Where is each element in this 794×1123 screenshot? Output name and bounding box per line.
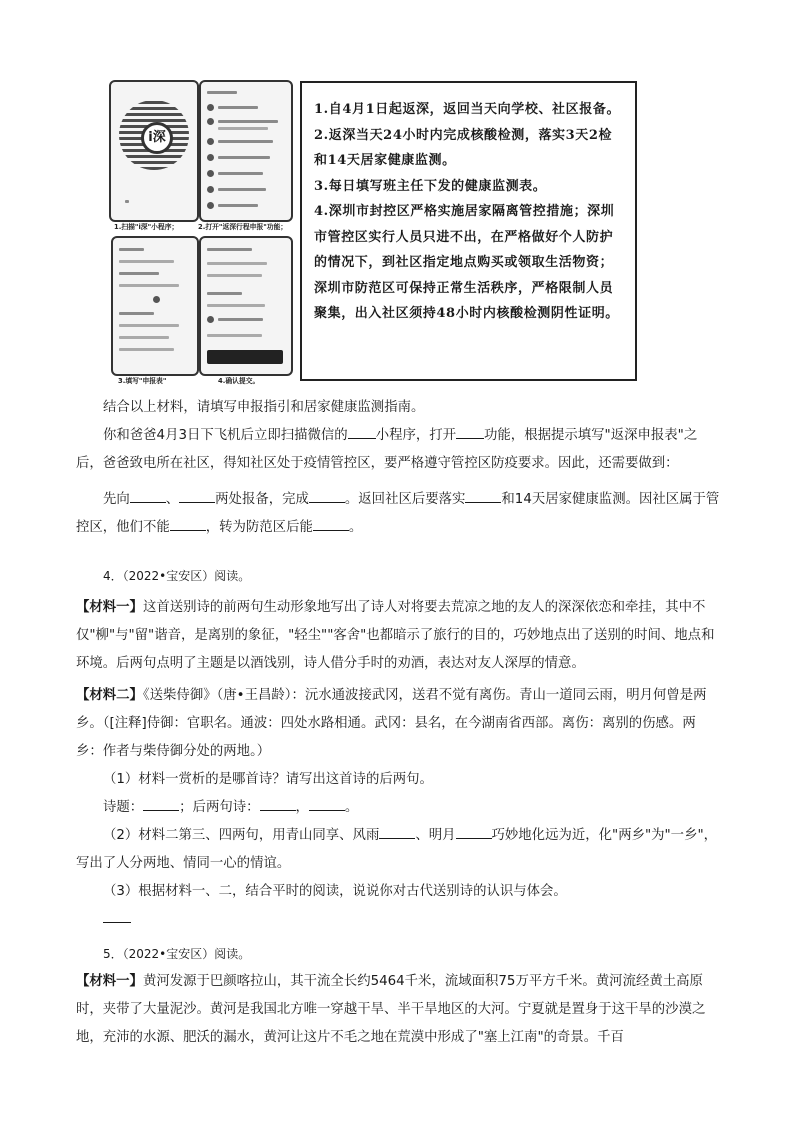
q4-heading: 4．（2022•宝安区）阅读。 — [103, 569, 251, 583]
notice-item-4: 4.深圳市封控区严格实施居家隔离管控措施；深圳市管控区实行人员只进不出，在严格做好个人防护的情况下，到社区指定地点购买或领取生活物资；深圳市防范区可保持正常生活秩序，严格限制人员聚集，出入社区须持48小时内核酸检测阴性证明。 — [314, 204, 619, 321]
answer-blank[interactable] — [103, 908, 131, 923]
answer-blank[interactable] — [130, 488, 166, 503]
q4-section — [76, 562, 720, 934]
q5-section — [76, 940, 720, 1052]
screenshot-fill-form — [111, 236, 199, 376]
notice-item-2: 2.返深当天24小时内完成核酸检测，落实3天2检和14天居家健康监测。 — [314, 127, 613, 168]
caption-step-3: 3.填写"申报表" — [118, 376, 167, 385]
q3-section — [76, 394, 720, 542]
answer-blank[interactable] — [465, 488, 501, 503]
submit-bar — [207, 350, 283, 364]
q4-subquestion-1-answer: 诗题： ；后两句诗： ， 。 — [76, 794, 720, 822]
screenshot-open-declaration — [199, 80, 293, 222]
screen-decoration — [125, 200, 129, 203]
answer-blank[interactable] — [309, 488, 345, 503]
notice-item-3: 3.每日填写班主任下发的健康监测表。 — [314, 178, 547, 194]
q3-paragraph-1: 你和爸爸4月3日下飞机后立即扫描微信的 小程序，打开 功能，根据提示填写"返深申报表"之后，爸爸致电所在社区，得知社区处于疫情管控区，要严格遵守管控区防疫要求。因此，还需要做到： — [76, 422, 720, 478]
answer-blank[interactable] — [143, 796, 179, 811]
q4-subquestion-3: （3）根据材料一、二，结合平时的阅读，说说你对古代送别诗的认识与体会。 — [103, 884, 567, 899]
caption-step-1: 1.扫描"i深"小程序； — [114, 222, 179, 231]
q3-intro: 结合以上材料，请填写申报指引和居家健康监测指南。 — [103, 400, 425, 415]
answer-blank[interactable] — [313, 516, 349, 531]
q4-subquestion-3-answer — [76, 906, 720, 934]
answer-blank[interactable] — [348, 424, 376, 439]
caption-step-2: 2.打开"返深行程申报"功能； — [198, 222, 288, 231]
notice-item-1: 1.自4月1日起返深，返回当天向学校、社区报备。 — [314, 102, 621, 117]
answer-blank[interactable] — [179, 488, 215, 503]
q5-material-1: 【材料一】黄河发源于巴颜喀拉山，其干流全长约5464千米，流域面积75万平方千米。黄河流经黄土高原时，夹带了大量泥沙。黄河是我国北方唯一穿越干旱、半干旱地区的大河。宁夏就是置身于这干旱的沙漠之地，充沛的水源、肥沃的漏水，黄河让这片不毛之地在荒漠中形成了"塞上江南"的奇景。千百 — [76, 974, 706, 1045]
q3-paragraph-2: 先向 、 两处报备，完成 。返回社区后要落实 和14天居家健康监测。因社区属于管控区，他们不能 ，转为防范区后能 。 — [76, 486, 720, 542]
answer-blank[interactable] — [170, 516, 206, 531]
notice-box — [300, 81, 637, 381]
answer-blank[interactable] — [456, 424, 484, 439]
answer-blank[interactable] — [260, 796, 296, 811]
q5-heading: 5．（2022•宝安区）阅读。 — [103, 947, 251, 961]
qr-center-logo: i深 — [141, 122, 173, 154]
q4-material-2: 【材料二】《送柴侍御》（唐•王昌龄）：沅水通波接武冈，送君不觉有离伤。青山一道同云雨，明月何曾是两乡。（[注释]侍御：官职名。通波：四处水路相通。武冈：县名，在今湖南省西部。离伤：离别的伤感。两乡：作者与柴侍御分处的两地。） — [76, 688, 707, 759]
q4-subquestion-2: （2）材料二第三、四两句，用青山同享、风雨 、明月 巧妙地化远为近，化"两乡"为"一乡"，写出了人分两地、情同一心的情谊。 — [76, 822, 720, 878]
screenshot-scan-miniprogram — [109, 80, 199, 222]
caption-step-4: 4.确认提交。 — [218, 376, 260, 385]
answer-blank[interactable] — [456, 824, 492, 839]
q4-subquestion-1: （1）材料一赏析的是哪首诗？请写出这首诗的后两句。 — [103, 772, 433, 787]
answer-blank[interactable] — [309, 796, 345, 811]
screenshot-confirm-submit — [199, 236, 293, 376]
answer-blank[interactable] — [379, 824, 415, 839]
q4-material-1: 【材料一】这首送别诗的前两句生动形象地写出了诗人对将要去荒凉之地的友人的深深依恋和牵挂，其中不仅"柳"与"留"谐音，是离别的象征，"轻尘""客舍"也都暗示了旅行的目的，巧妙地点出了送别的时间、地点和环境。后两句点明了主题是以酒饯别，诗人借分手时的劝酒，表达对友人深厚的情意。 — [76, 600, 715, 671]
